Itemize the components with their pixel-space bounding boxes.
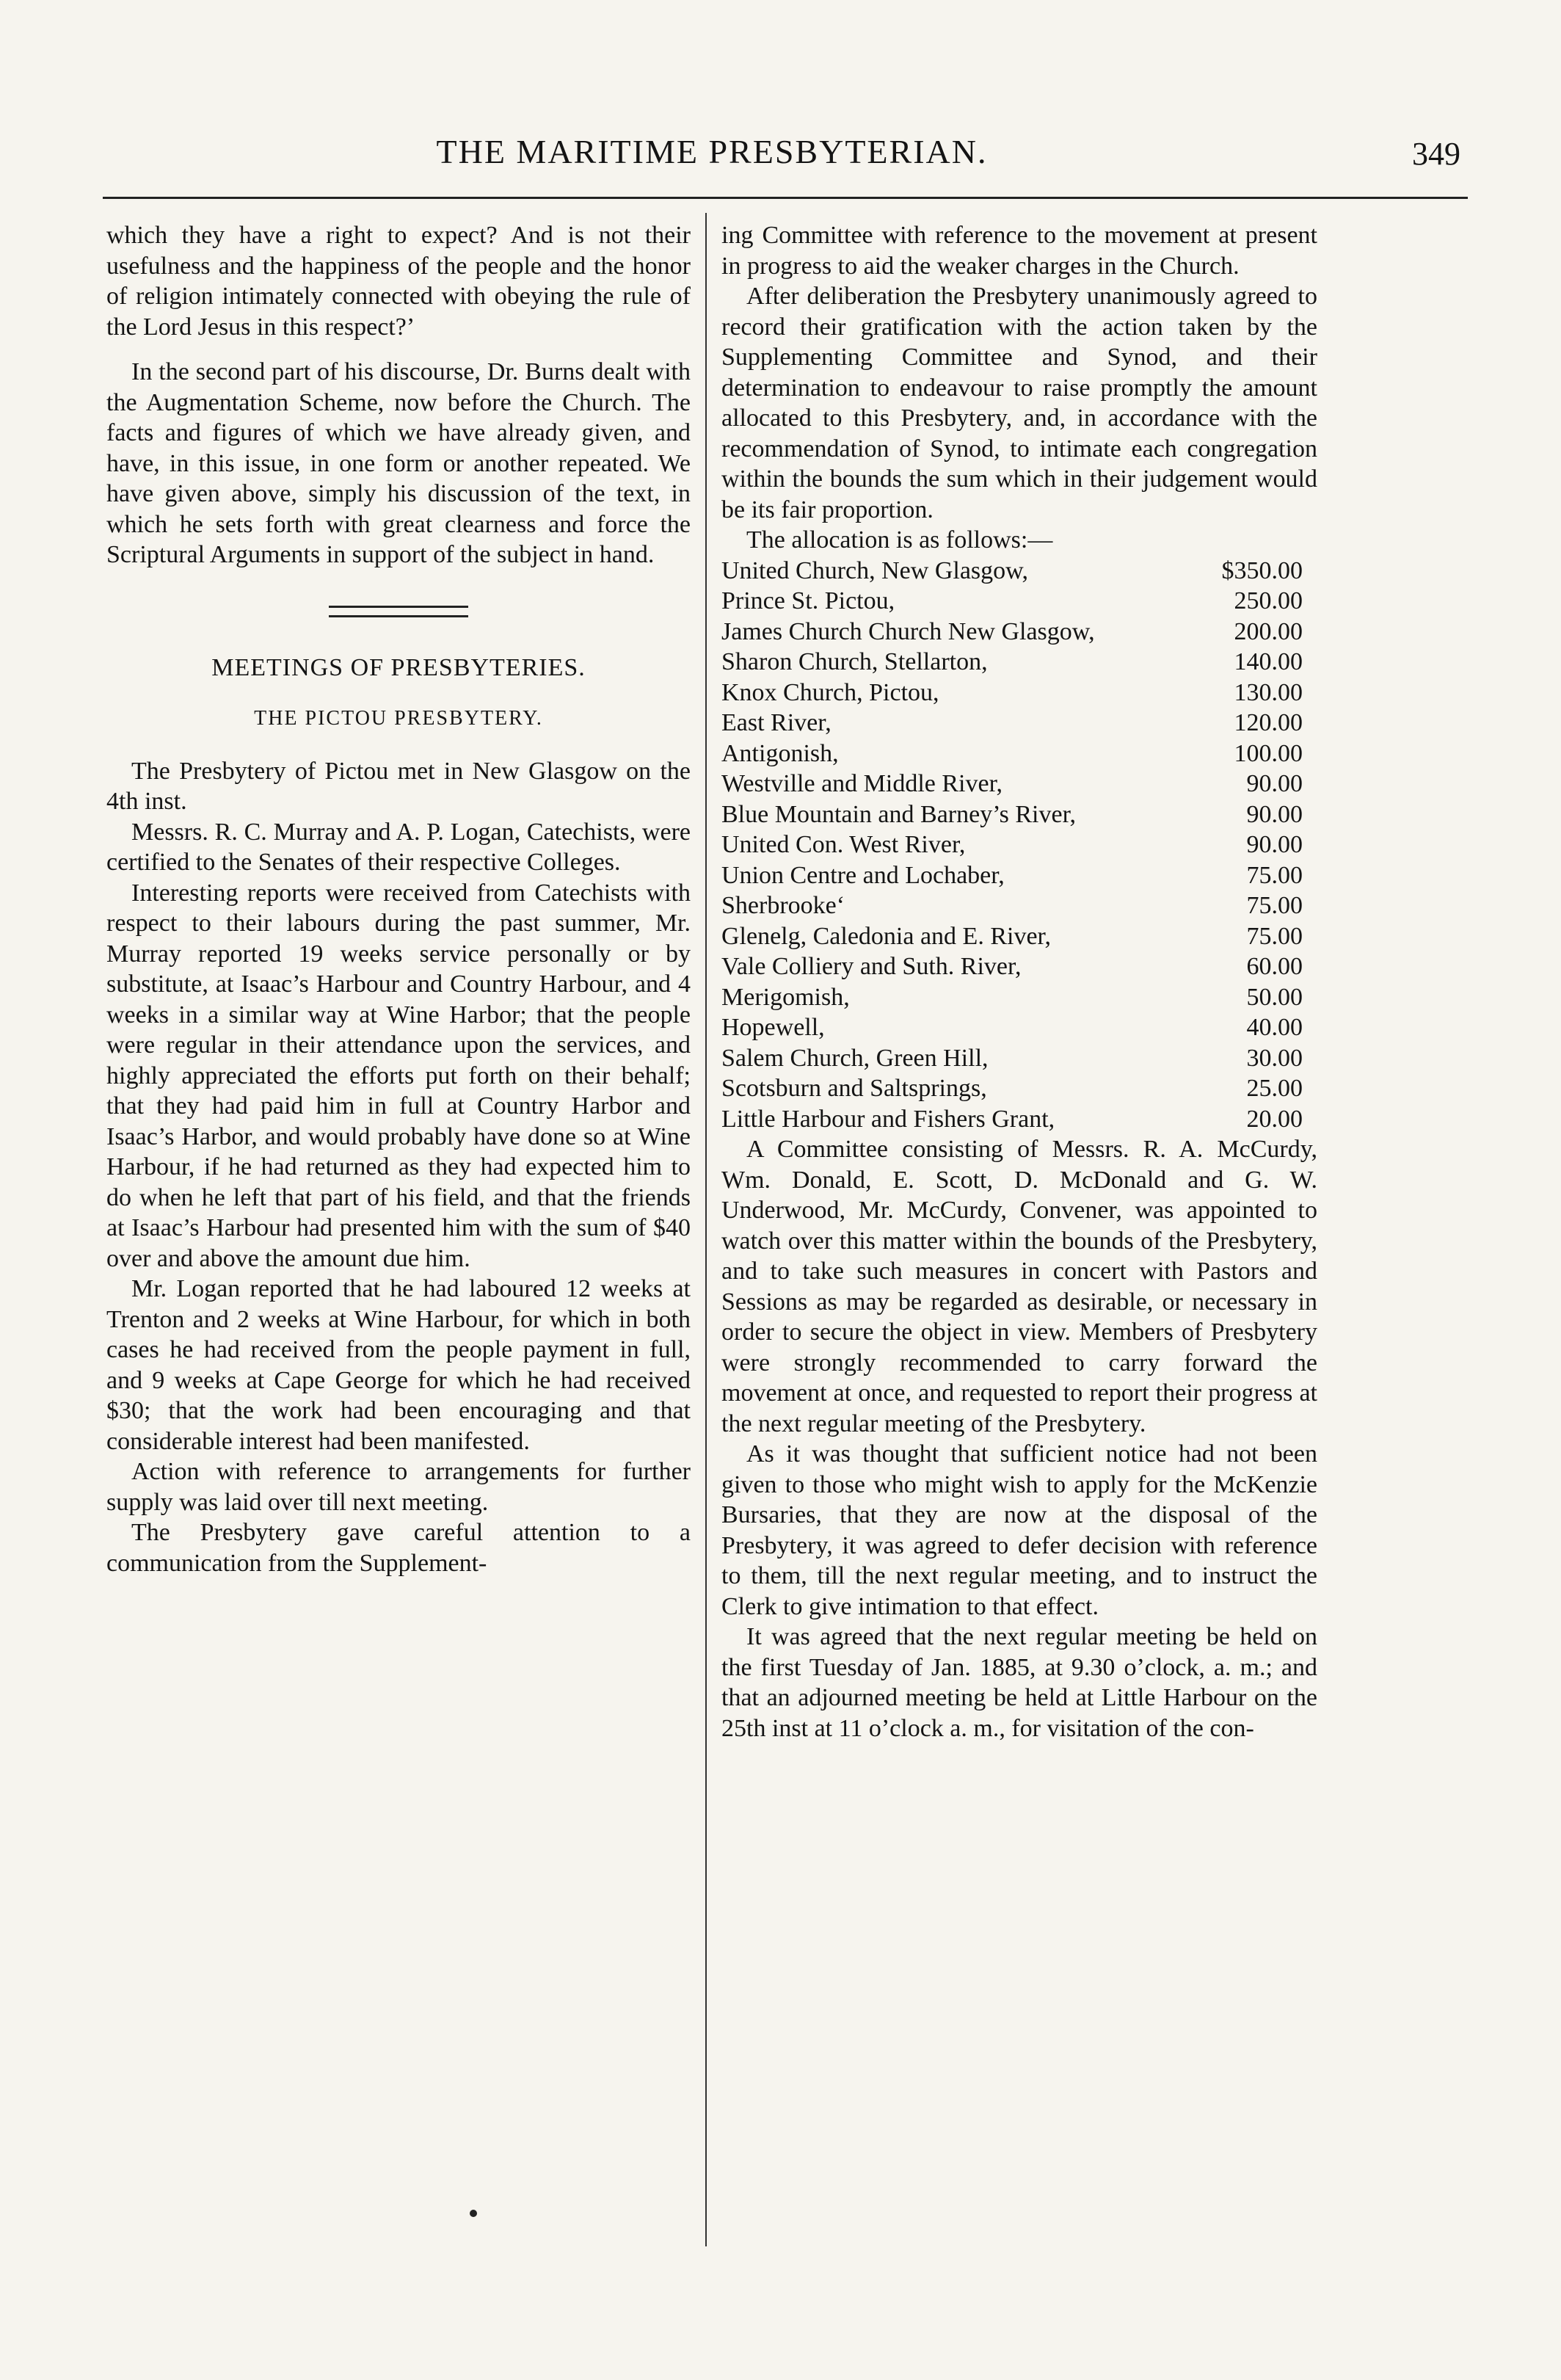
congregation-name: Glenelg, Caledonia and E. River, [721,922,1052,950]
allocation-amount: 20.00 [1246,1105,1303,1133]
congregation-name: United Church, New Glasgow, [721,556,1028,584]
congregation-name: Sherbrooke‘ [721,892,845,919]
congregation-name: Westville and Middle River, [721,770,1003,797]
column-divider [705,213,707,2246]
congregation-name: Union Centre and Lochaber, [721,861,1005,889]
paragraph: Action with reference to arrangements for further supply was laid over till next meeting. [106,1458,691,1516]
congregation-name: Merigomish, [721,983,850,1011]
header-rule [103,197,1468,199]
allocation-row [721,1043,1317,1074]
allocation-amount: 130.00 [1234,678,1303,706]
sub-title: THE PICTOU PRESBYTERY. [254,707,543,730]
allocation-amount: 90.00 [1246,831,1303,858]
paragraph: The Presbytery gave careful attention to a communication from the Supplement- [106,1519,691,1577]
allocation-row [721,1073,1317,1104]
allocation-row [721,708,1317,739]
paragraph: After deliberation the Presbytery unanimously agreed to record their gratification with the action taken by the Supplementing Committee and Synod, and their determination to endeavour to raise promptly the amount allocated to this Presbytery, and, in accordance with the recommendation of Synod, to intimate each congregation within the bounds the sum which in their judgement would be its fair proportion. [721,283,1317,523]
congregation-name: Antigonish, [721,739,839,767]
paragraph: It was agreed that the next regular meeting be held on the first Tuesday of Jan. 1885, at 9.30 o’clock, a. m.; and that an adjourned meeting be held at Little Harbour on the 25th inst at 11 o’clock a. m., for visitation of the con- [721,1623,1317,1742]
allocation-amount: 90.00 [1246,770,1303,797]
paragraph: ing Committee with reference to the movement at present in progress to aid the weaker charges in the Church. [721,222,1317,280]
allocation-row [721,678,1317,708]
allocation-row [721,951,1317,982]
paragraph: Messrs. R. C. Murray and A. P. Logan, Catechists, were certified to the Senates of their respective Colleges. [106,818,691,876]
congregation-name: Prince St. Pictou, [721,587,895,614]
paragraph: The allocation is as follows:— [746,526,1053,554]
allocation-row [721,1012,1317,1043]
congregation-name: Salem Church, Green Hill, [721,1044,989,1072]
paragraph: In the second part of his discourse, Dr. Burns dealt with the Augmentation Scheme, now before the Church. The facts and figures of which we have already given, and have, in this issue, in one form or another repeated. We have given above, simply his discussion of the text, in which he sets forth with great clearness and force the Scriptural Arguments in support of the subject in hand. [106,358,691,568]
allocation-amount: 50.00 [1246,983,1303,1011]
allocation-amount: 75.00 [1246,861,1303,889]
allocation-amount: 30.00 [1246,1044,1303,1072]
allocation-amount: 200.00 [1234,617,1303,645]
allocation-amount: 75.00 [1246,892,1303,919]
journal-title: THE MARITIME PRESBYTERIAN. [436,133,988,170]
allocation-row [721,769,1317,799]
section-title: MEETINGS OF PRESBYTERIES. [211,653,586,681]
congregation-name: Knox Church, Pictou, [721,678,939,706]
allocation-row [721,556,1317,587]
allocation-amount: 25.00 [1246,1075,1303,1102]
allocation-amount: 40.00 [1246,1014,1303,1041]
congregation-name: Little Harbour and Fishers Grant, [721,1105,1055,1133]
allocation-row [721,617,1317,647]
print-mark [470,2210,477,2217]
allocation-amount: 100.00 [1234,739,1303,767]
page-header [103,132,1468,184]
allocation-row [721,586,1317,617]
congregation-name: Sharon Church, Stellarton, [721,648,988,675]
left-column [106,220,691,1578]
paragraph: Interesting reports were received from Catechists with respect to their labours during the past summer, Mr. Murray reported 19 weeks service personally or by substitute, at Isaac’s Harbour and Country Harbour, and 4 weeks in a similar way at Wine Harbor; that the people were regular in their attendance upon the services, and highly appreciated the efforts put forth on their behalf; that they had paid him in full at Country Harbor and Isaac’s Harbor, and would probably have done so at Wine Harbour, if he had returned as they had expected him to do when he left that part of his field, and that the friends at Isaac’s Harbour had presented him with the sum of $40 over and above the amount due him. [106,879,691,1272]
allocation-amount: 120.00 [1234,709,1303,736]
allocation-amount: $350.00 [1221,556,1303,584]
allocation-row [721,799,1317,830]
paragraph: Mr. Logan reported that he had laboured 12 weeks at Trenton and 2 weeks at Wine Harbour, for which in both cases he had received from the people payment in full, and 9 weeks at Cape George for which he had received $30; that the work had been encouraging and that considerable interest had been manifested. [106,1275,691,1455]
congregation-name: United Con. West River, [721,831,966,858]
allocation-row [721,860,1317,891]
allocation-amount: 60.00 [1246,953,1303,980]
allocation-row [721,830,1317,860]
paragraph: A Committee consisting of Messrs. R. A. McCurdy, Wm. Donald, E. Scott, D. McDonald and G. W. Underwood, Mr. McCurdy, Convener, was appointed to watch over this matter within the bounds of the Presbytery, and to take such measures in concert with Pastors and Sessions as may be regarded as desirable, or necessary in order to secure the object in view. Members of Presbytery were strongly recommended to carry forward the movement at once, and requested to report their progress at the next regular meeting of the Presbytery. [721,1136,1317,1437]
allocation-row [721,921,1317,952]
paragraph: As it was thought that sufficient notice had not been given to those who might wish to apply for the McKenzie Bursaries, that they are now at the disposal of the Presbytery, it was agreed to defer decision with reference to them, till the next regular meeting, and to instruct the Clerk to give intimation to that effect. [721,1440,1317,1620]
right-column [721,220,1317,1744]
allocation-row [721,647,1317,678]
congregation-name: Scotsburn and Saltsprings, [721,1075,987,1102]
allocation-row [721,890,1317,921]
allocation-amount: 250.00 [1234,587,1303,614]
section-divider [329,606,468,617]
paragraph: which they have a right to expect? And is not their usefulness and the happiness of the people and the honor of religion intimately connected with obeying the rule of the Lord Jesus in this respect?’ [106,222,691,341]
congregation-name: Hopewell, [721,1014,825,1041]
page-number: 349 [1412,136,1460,172]
allocation-amount: 75.00 [1246,922,1303,950]
paragraph: The Presbytery of Pictou met in New Glasgow on the 4th inst. [106,757,691,815]
congregation-name: East River, [721,709,832,736]
allocation-table [721,556,1317,1135]
allocation-row [721,982,1317,1013]
congregation-name: Vale Colliery and Suth. River, [721,953,1022,980]
allocation-row [721,1104,1317,1135]
allocation-amount: 140.00 [1234,648,1303,675]
congregation-name: James Church Church New Glasgow, [721,617,1095,645]
allocation-row [721,739,1317,769]
congregation-name: Blue Mountain and Barney’s River, [721,800,1077,828]
allocation-amount: 90.00 [1246,800,1303,828]
